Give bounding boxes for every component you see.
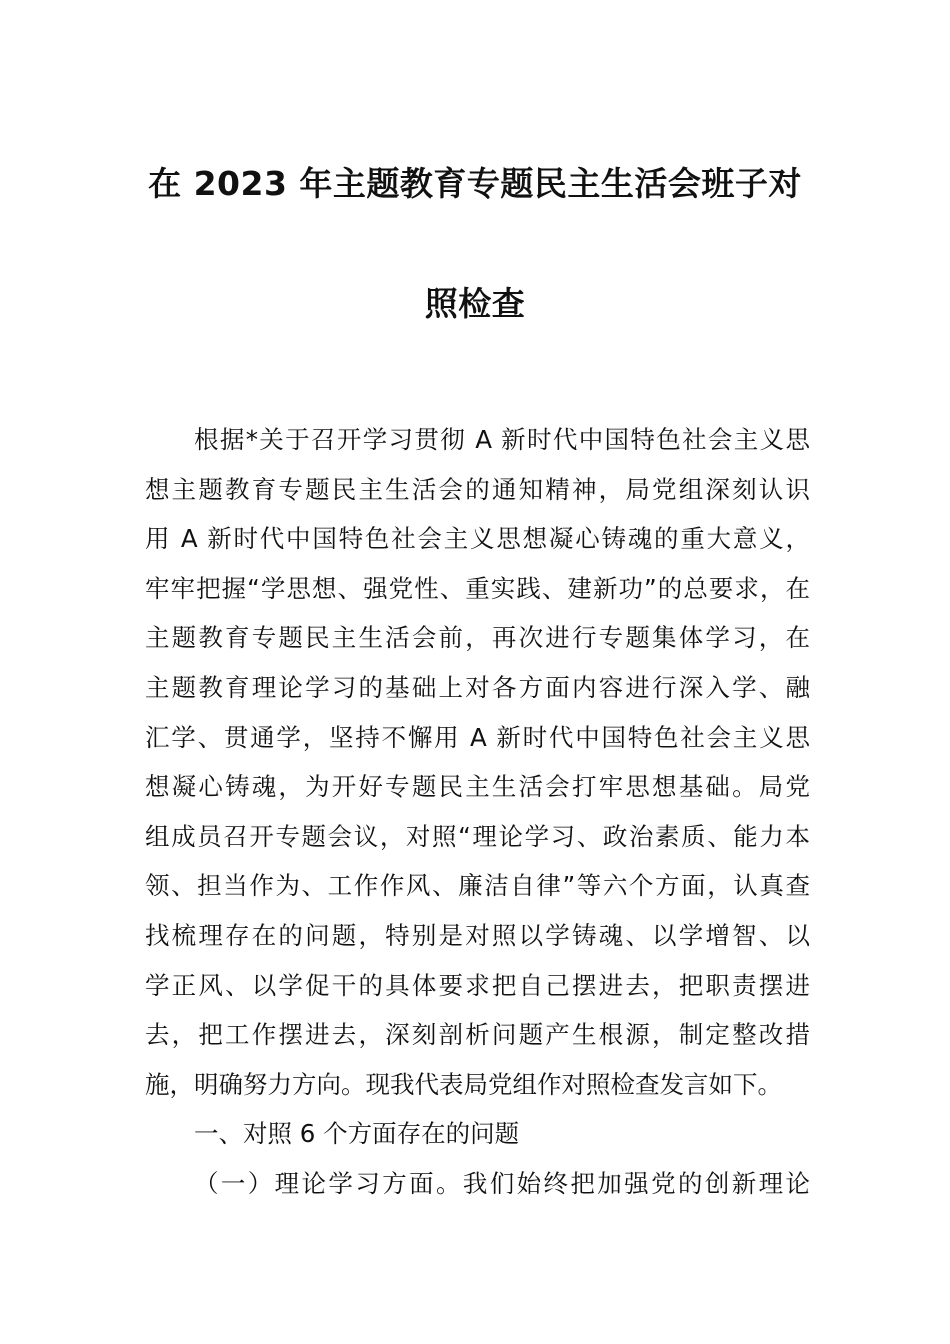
paragraph-line: 找梳理存在的问题，特别是对照以学铸魂、以学增智、以 [145,921,810,950]
paragraph-line: 想主题教育专题民主生活会的通知精神，局党组深刻认识 [145,475,810,504]
document-title-line-1: 在 2023 年主题教育专题民主生活会班子对 [148,164,802,203]
paragraph-line: 根据*关于召开学习贯彻 A 新时代中国特色社会主义思 [194,425,810,454]
paragraph-line: 用 A 新时代中国特色社会主义思想凝心铸魂的重大意义， [145,524,810,553]
subsection-line: （一）理论学习方面。我们始终把加强党的创新理论 [194,1169,810,1198]
paragraph-line: 主题教育专题民主生活会前，再次进行专题集体学习，在 [145,623,810,652]
paragraph-line: 牢牢把握“学思想、强党性、重实践、建新功”的总要求，在 [145,574,810,603]
paragraph-line: 汇学、贯通学，坚持不懈用 A 新时代中国特色社会主义思 [145,723,810,752]
paragraph-line: 施，明确努力方向。现我代表局党组作对照检查发言如下。 [145,1070,782,1099]
paragraph-line: 去，把工作摆进去，深刻剖析问题产生根源，制定整改措 [145,1020,810,1049]
paragraph-line: 学正风、以学促干的具体要求把自己摆进去，把职责摆进 [145,971,810,1000]
paragraph-line: 领、担当作为、工作作风、廉洁自律”等六个方面，认真查 [145,871,810,900]
section-heading: 一、对照 6 个方面存在的问题 [194,1119,520,1148]
document-title-line-2: 照检查 [424,284,526,323]
paragraph-line: 主题教育理论学习的基础上对各方面内容进行深入学、融 [145,673,810,702]
paragraph-line: 想凝心铸魂，为开好专题民主生活会打牢思想基础。局党 [145,772,810,801]
paragraph-line: 组成员召开专题会议，对照“理论学习、政治素质、能力本 [145,822,810,851]
